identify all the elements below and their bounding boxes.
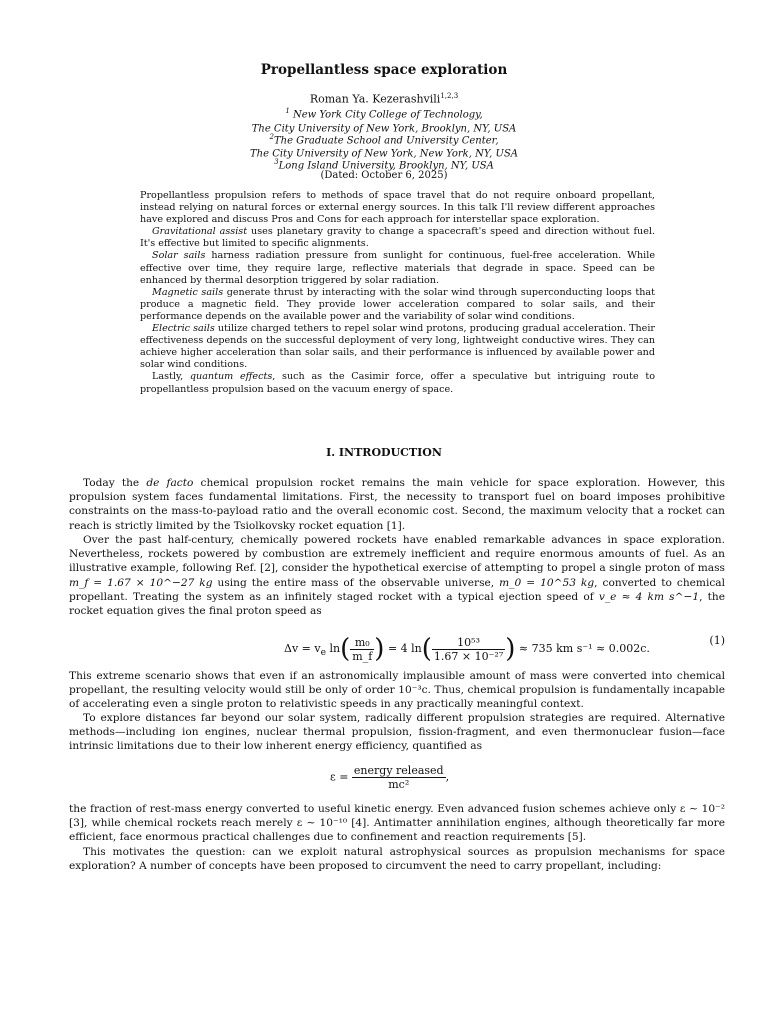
section-heading: I. INTRODUCTION xyxy=(326,446,442,459)
dated-line: (Dated: October 6, 2025) xyxy=(320,170,448,181)
fraction: $\frac{\text{m₀}}{m\_f}$ xyxy=(352,635,373,663)
affiliation-line: The City University of New York, New York, NY, USA xyxy=(249,148,519,160)
author-name: Roman Ya. Kezerashvili xyxy=(309,92,441,106)
abstract-item: Solar sails harness radiation pressure from sunlight for continuous, fuel-free acceleration. While effective over time, they require large, reflective materials that degrade in space. Speed can be enhanced by thermal desorption triggered by solar radiation. xyxy=(140,250,655,286)
abstract xyxy=(140,190,655,396)
fraction: $\frac{\text{energy released}}{\text{mc²}}$ xyxy=(353,764,444,791)
author-affiliation-marks: 1,2,3 xyxy=(440,92,459,100)
equation-2: ε = $\frac{\text{energy released}}{\text{mc²}}$ , xyxy=(330,764,450,791)
abstract-intro: Propellantless propulsion refers to methods of space travel that do not require onboard propellant, instead relying on natural forces or external energy sources. In this talk I'll review different approaches have explored and discuss Pros and Cons for each approach for interstellar space exploration. xyxy=(140,190,655,226)
affiliation-line: $^2$The Graduate School and University Center, xyxy=(269,133,499,147)
equation-number: (1) xyxy=(709,634,725,647)
equation-1-expression: $\Delta v = v_e$ ln( $\frac{\text{m₀}}{m\_f}$ ) = 4 ln( $\frac{\text{10⁵³}}{\text{1.67 × 10⁻²⁷}}$ ) ≈ 735 km s⁻¹ ≈ 0.002c. xyxy=(284,634,650,664)
abstract-item: Electric sails utilize charged tethers to repel solar wind protons, producing gradual acceleration. Their effectiveness depends on the successful deployment of very long, lightweight conductive wires. They can achieve higher acceleration than solar sails, and their performance is influenced by available power and solar wind conditions. xyxy=(140,323,655,371)
abstract-item: Magnetic sails generate thrust by interacting with the solar wind through superconducting loops that produce a magnetic field. They provide lower acceleration compared to solar sails, and their performance depends on the available power and the variability of solar wind conditions. xyxy=(140,286,655,322)
intro-paragraph-4: To explore distances far beyond our solar system, radically different propulsion strategies are required. Alternative methods—including ion engines, nuclear thermal propulsion, fission-fragment, and even thermonuclear fusion—face intrinsic limitations due to their low inherent energy efficiency, quantified as xyxy=(69,712,725,753)
affiliation-line: $^1$ New York City College of Technology, xyxy=(285,107,483,121)
intro-paragraph-6: This motivates the question: can we exploit natural astrophysical sources as propulsion mechanisms for space exploration? A number of concepts have been proposed to circumvent the need to carry propellant, including: xyxy=(69,846,725,873)
intro-paragraph-3: This extreme scenario shows that even if an astronomically implausible amount of mass were converted into chemical propellant, the resulting velocity would still be only of order 10⁻³c. Thus, chemical propulsion is fundamentally incapable of accelerating even a single proton to relativistic speeds in any practically meaningful context. xyxy=(69,670,725,711)
affiliation-line: $^3$Long Island University, Brooklyn, NY, USA xyxy=(274,158,494,172)
author-line xyxy=(0,92,768,106)
abstract-closing: Lastly, quantum effects, such as the Casimir force, offer a speculative but intriguing route to propellantless propulsion based on the vacuum energy of space. xyxy=(140,371,655,395)
affiliation-line: The City University of New York, Brooklyn, NY, USA xyxy=(251,123,517,135)
intro-paragraph-2: Over the past half-century, chemically powered rockets have enabled remarkable advances in space exploration. Nevertheless, rockets powered by combustion are extremely inefficient and require enormous amounts of fuel. As an illustrative example, following Ref. [2], consider the hypothetical exercise of attempting to propel a single proton of mass m_f = 1.67 × 10^−27 kg using the entire mass of the observable universe, m_0 = 10^53 kg, converted to chemical propellant. Treating the system as an infinitely staged rocket with a typical ejection speed of v_e ≈ 4 km s^−1, the rocket equation gives the final proton speed as xyxy=(69,534,725,618)
abstract-item: Gravitational assist uses planetary gravity to change a spacecraft's speed and direction without fuel. It's effective but limited to specific alignments. xyxy=(140,226,655,250)
fraction: $\frac{\text{10⁵³}}{\text{1.67 × 10⁻²⁷}}$ xyxy=(433,635,504,663)
equation-1 xyxy=(69,622,725,668)
paper-title: Propellantless space exploration xyxy=(260,62,508,78)
intro-paragraph-1: Today the de facto chemical propulsion rocket remains the main vehicle for space exploration. However, this propulsion system faces fundamental limitations. First, the necessity to transport fuel on board imposes prohibitive constraints on the mass-to-payload ratio and the overall economic cost. Second, the maximum velocity that a rocket can reach is strictly limited by the Tsiolkovsky rocket equation [1]. xyxy=(69,477,725,532)
intro-paragraph-5: the fraction of rest-mass energy converted to useful kinetic energy. Even advanced fusion schemes achieve only ε ∼ 10⁻² [3], while chemical rockets reach merely ε ∼ 10⁻¹⁰ [4]. Antimatter annihilation engines, although theoretically far more efficient, face enormous practical challenges due to confinement and reaction requirements [5]. xyxy=(69,803,725,844)
